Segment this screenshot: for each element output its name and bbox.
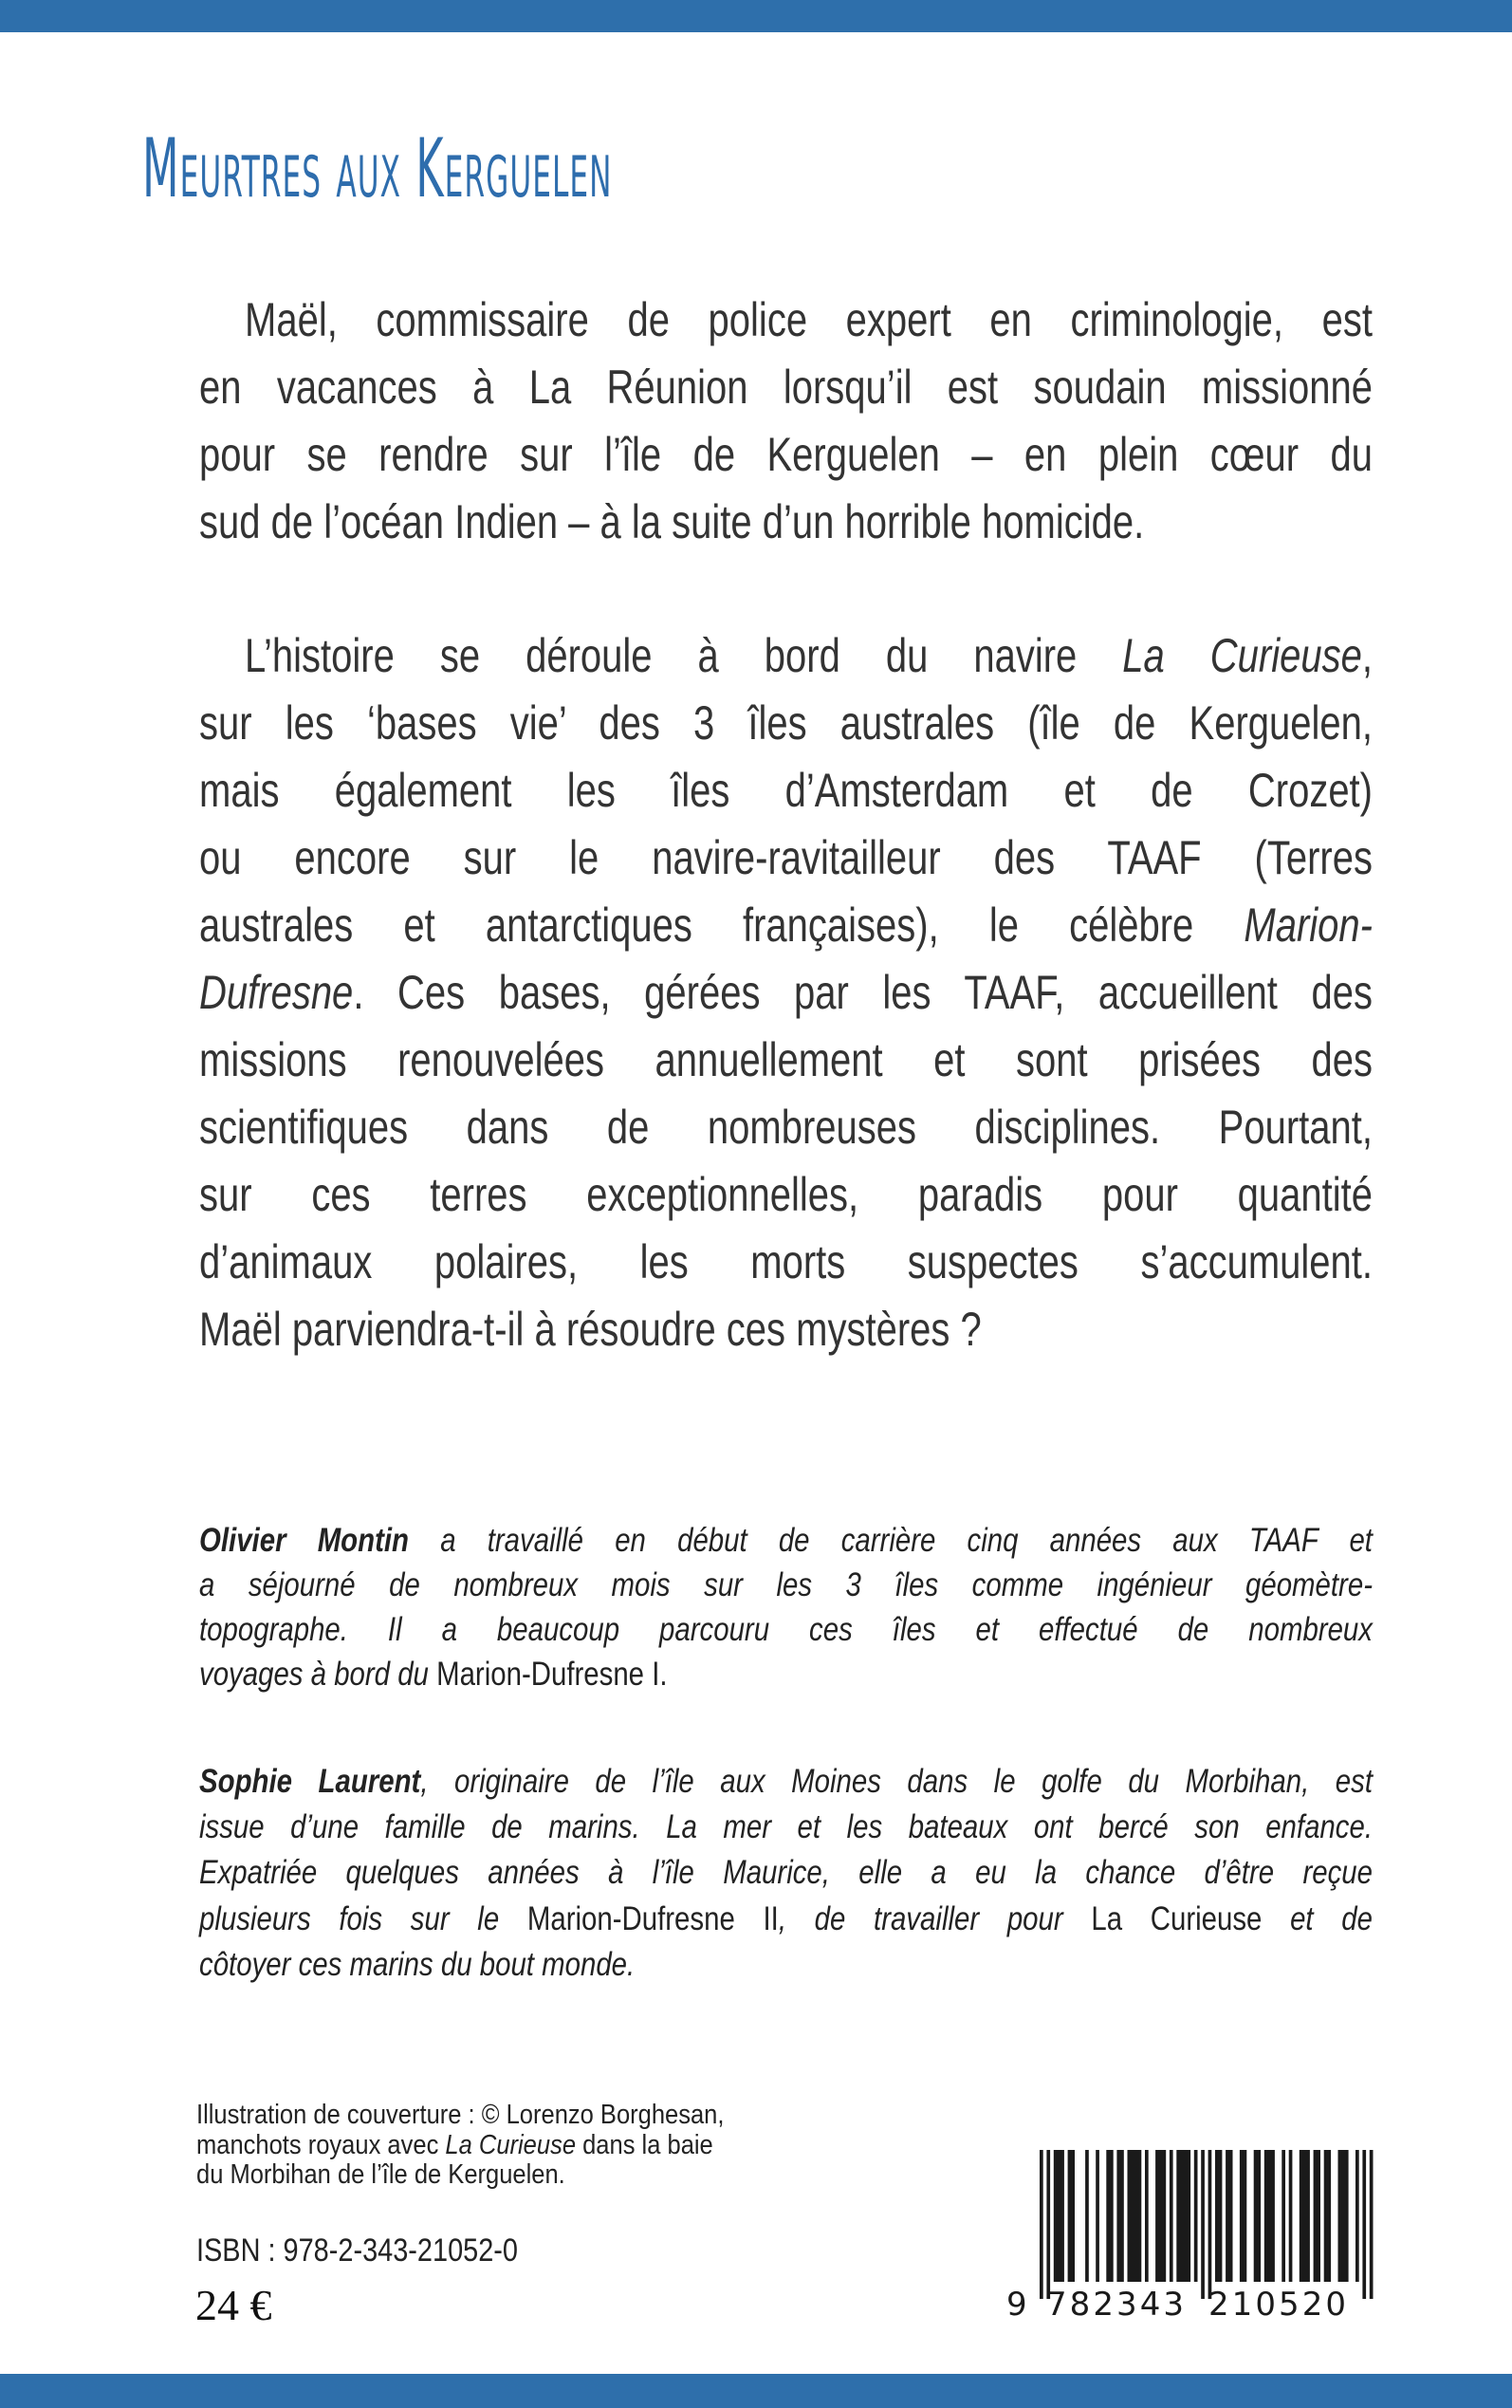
barcode-bar — [1128, 2150, 1142, 2282]
credit-line — [196, 2160, 565, 2190]
text-segment: Expatriée quelques années à l’île Maurice, elle a eu la chance d’être reçue — [199, 1854, 1373, 1892]
barcode-bars — [1040, 2150, 1374, 2299]
barcode-bar — [1254, 2150, 1261, 2282]
text-segment: mais également les îles d’Amsterdam et de Crozet) — [199, 764, 1373, 817]
text-segment: . Ces bases, gérées par les TAAF, accueillent des — [353, 966, 1373, 1019]
barcode-bar — [1194, 2150, 1198, 2282]
barcode-bar — [1324, 2150, 1331, 2282]
barcode-bar — [1176, 2150, 1190, 2282]
barcode-bar — [1201, 2150, 1205, 2299]
barcode-bar — [1096, 2150, 1099, 2282]
summary-paragraph-2-line — [245, 622, 1373, 690]
summary-paragraph-2-line — [199, 1296, 1373, 1363]
summary-paragraph-2-line — [199, 1161, 1373, 1229]
text-segment: Olivier Montin — [199, 1522, 410, 1559]
text-segment: sud de l’océan Indien – à la suite d’un horrible homicide. — [199, 495, 1145, 548]
author-bio-2-line — [199, 1805, 1373, 1850]
text-segment: manchots royaux avec — [196, 2129, 446, 2160]
barcode-bar — [1116, 2150, 1123, 2282]
text-segment: issue d’une famille de marins. La mer et les bateaux ont bercé son enfance. — [199, 1808, 1373, 1846]
text-segment: Maël, commissaire de police expert en criminologie, est — [245, 293, 1373, 346]
author-bio-2-line — [199, 1942, 1373, 1988]
ean13-barcode — [1001, 2146, 1380, 2326]
author-bio-2-line — [199, 1759, 1373, 1805]
text-segment: d’animaux polaires, les morts suspectes s’accumulent. — [199, 1235, 1373, 1288]
summary-paragraph-1-line — [199, 421, 1373, 489]
barcode-bar — [1362, 2150, 1366, 2299]
author-bio-1-line — [199, 1563, 1373, 1608]
barcode-bar — [1282, 2150, 1285, 2282]
text-segment: a séjourné de nombreux mois sur les 3 îles comme ingénieur géomètre- — [199, 1566, 1373, 1603]
text-segment: Marion-Dufresne II — [526, 1899, 779, 1937]
summary-paragraph-2-line — [199, 757, 1373, 824]
text-segment: du Morbihan de l’île de Kerguelen. — [196, 2159, 565, 2190]
text-segment: côtoyer ces marins du bout monde. — [199, 1945, 636, 1983]
text-segment: australes et antarctiques françaises), le célèbre — [199, 898, 1245, 952]
credit-line — [196, 2131, 713, 2160]
text-segment: a travaillé en début de carrière cinq années aux TAAF et — [409, 1522, 1373, 1559]
barcode-bar — [1264, 2150, 1275, 2282]
text-segment: Maël parviendra-t-il à résoudre ces mystères ? — [199, 1303, 982, 1356]
text-segment: dans la baie — [576, 2129, 713, 2160]
barcode-bar — [1300, 2150, 1310, 2282]
text-segment: voyages à bord du — [199, 1656, 437, 1693]
barcode-bar — [1106, 2150, 1113, 2282]
barcode-bar — [1170, 2150, 1173, 2282]
summary-paragraph-2-line — [199, 1229, 1373, 1296]
price-label: 24 € — [195, 2281, 272, 2329]
text-segment: sur ces terres exceptionnelles, paradis pour quantité — [199, 1168, 1373, 1221]
text-segment: , de travailler pour — [778, 1899, 1092, 1937]
barcode-bar — [1046, 2150, 1050, 2299]
summary-paragraph-2-line — [199, 959, 1373, 1027]
author-bio-2-line — [199, 1897, 1373, 1942]
barcode-bar — [1145, 2150, 1149, 2282]
author-bio-1-line — [199, 1518, 1373, 1564]
book-title: Meurtres aux Kerguelen — [142, 121, 613, 216]
summary-paragraph-1-line — [199, 489, 1373, 556]
barcode-bar — [1226, 2150, 1232, 2282]
barcode-left-digits: 782343 — [1046, 2286, 1184, 2324]
barcode-bar — [1054, 2150, 1064, 2282]
bottom-accent-bar — [0, 2374, 1512, 2408]
summary-paragraph-2-line — [199, 892, 1373, 959]
text-segment: Dufresne — [199, 966, 354, 1019]
text-segment: et de — [1262, 1899, 1373, 1937]
text-segment: ou encore sur le navire-ravitailleur des TAAF (Terres — [199, 831, 1373, 884]
barcode-bar — [1040, 2150, 1043, 2299]
top-accent-bar — [0, 0, 1512, 32]
summary-paragraph-2-line — [199, 1027, 1373, 1094]
barcode-bar — [1208, 2150, 1212, 2299]
barcode-first-digit: 9 — [1006, 2286, 1027, 2324]
text-segment: topographe. Il a beaucoup parcouru ces îles et effectué de nombreux — [199, 1611, 1373, 1648]
text-segment: Illustration de couverture : © Lorenzo Borghesan, — [196, 2100, 725, 2130]
author-bio-1-line — [199, 1607, 1373, 1653]
text-segment: plusieurs fois sur le — [199, 1899, 527, 1937]
author-bio-1-line — [199, 1652, 1373, 1697]
barcode-bar — [1314, 2150, 1320, 2282]
text-segment: pour se rendre sur l’île de Kerguelen – en plein cœur du — [199, 428, 1373, 481]
barcode-bar — [1215, 2150, 1222, 2282]
text-segment: Marion- — [1244, 898, 1373, 952]
text-segment: La Curieuse — [445, 2129, 577, 2160]
credit-line — [196, 2101, 724, 2130]
text-segment: Marion-Dufresne I. — [436, 1656, 668, 1693]
barcode-bar — [1338, 2150, 1349, 2282]
text-segment: missions renouvelées annuellement et sont prisées des — [199, 1033, 1373, 1086]
text-segment: en vacances à La Réunion lorsqu’il est soudain missionné — [199, 361, 1373, 414]
summary-paragraph-1-line — [199, 354, 1373, 421]
barcode-bar — [1155, 2150, 1166, 2282]
barcode-bar — [1355, 2150, 1359, 2282]
text-segment: , originaire de l’île aux Moines dans le golfe du Morbihan, est — [420, 1763, 1373, 1800]
text-segment: La Curieuse — [1122, 629, 1362, 682]
text-segment: Sophie Laurent — [199, 1763, 421, 1800]
barcode-bar — [1240, 2150, 1246, 2282]
text-segment: sur les ‘bases vie’ des 3 îles australes (île de Kerguelen, — [199, 696, 1373, 750]
isbn-label: ISBN : 978-2-343-21052-0 — [196, 2232, 518, 2269]
text-segment: L’histoire se déroule à bord du navire — [245, 629, 1123, 682]
text-segment: scientifiques dans de nombreuses disciplines. Pourtant, — [199, 1101, 1373, 1154]
author-bio-2-line — [199, 1850, 1373, 1896]
barcode-right-digits: 210520 — [1208, 2286, 1346, 2324]
text-segment: , — [1361, 629, 1373, 682]
summary-paragraph-2-line — [199, 690, 1373, 757]
barcode-bar — [1289, 2150, 1293, 2282]
summary-paragraph-2-line — [199, 1094, 1373, 1161]
text-segment: La Curieuse — [1091, 1899, 1263, 1937]
summary-paragraph-2-line — [199, 824, 1373, 892]
barcode-bar — [1370, 2150, 1374, 2299]
barcode-bar — [1085, 2150, 1089, 2282]
barcode-bar — [1068, 2150, 1075, 2282]
summary-paragraph-1-line — [245, 287, 1373, 354]
